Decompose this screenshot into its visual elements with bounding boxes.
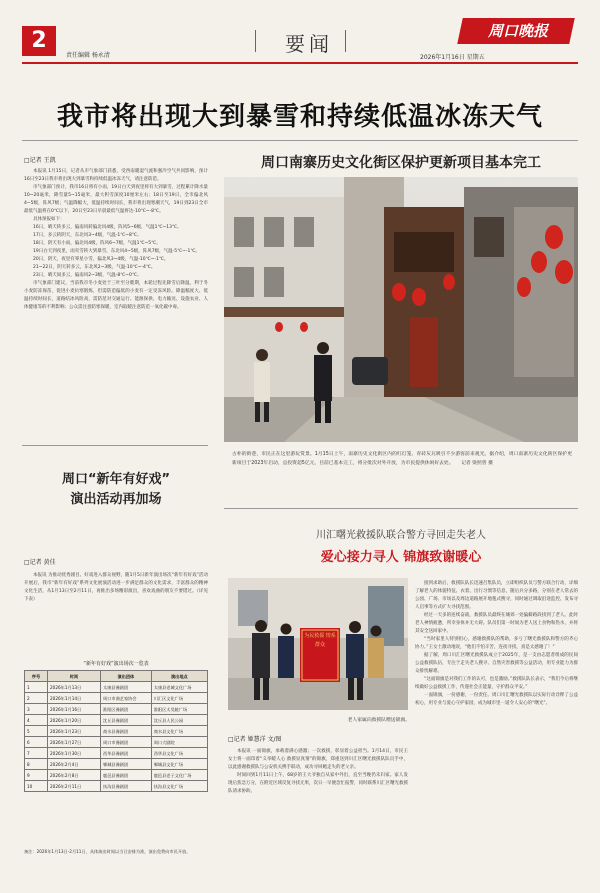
table-cell: 10 [25, 781, 48, 792]
show-headline [24, 470, 208, 510]
table-cell: 淮阳区豫剧团 [101, 704, 152, 715]
street-caption [232, 450, 572, 468]
paragraph: 一面锦旗，一份感谢，一份责任。周口川汇曙光救援队以实际行动诠释了公益初心，用专业与爱心守护家园，成为城市里一道令人安心的“曙光”。 [415, 693, 578, 706]
table-cell: 川汇区文化广场 [151, 693, 207, 704]
paragraph: 20日，阴天，夜里有零星小雪，偏北风3~4级，气温-10℃~-1℃。 [33, 257, 169, 262]
rescue-photo-caption: 老人家属向救援队赠送锦旗。 [347, 718, 410, 723]
table-cell: 4 [25, 715, 48, 726]
street-photo [224, 177, 578, 442]
table-cell: 扶沟县豫剧团 [101, 781, 152, 792]
rescue-headline: 爱心接力寻人 锦旗致谢暖心 [320, 550, 482, 565]
paragraph: “当时家里人特别担心，感谢救援队的帮助，多亏了曙光救援队和警方的齐心协力。”王女士激动地说，“他们不怕辛苦，连夜寻找，真是太感谢了！” [415, 637, 578, 650]
table-cell: 西华县文化广场 [151, 748, 207, 759]
table-cell: 2026年1月30日 [48, 748, 101, 759]
table-cell: 鹿邑县老子文化广场 [151, 770, 207, 781]
table-cell: 1 [25, 682, 48, 693]
table-cell: 太康县豫剧团 [101, 682, 152, 693]
table-cell: 西华县豫剧团 [101, 748, 152, 759]
paragraph: 时间回到1月11日上午，68岁的王大爷独自从家中外出，直至当晚仍未归家。家人发现后焦急万分，在附近区域反复寻找无果，次日一早便急忙报警，同时联系川汇区曙光救援队请求协助。 [228, 773, 408, 794]
table-cell: 2026年1月20日 [48, 715, 101, 726]
paragraph: 本报讯 1月15日，记者从市气象部门获悉，受西南暖湿气流和强冷空气共同影响，预计16日至23日我市将出现大到暴雪和持续低温冰冻天气，请注意防范。 [24, 169, 208, 182]
table-cell: 2 [25, 693, 48, 704]
table-cell: 商水县文化广场 [151, 726, 207, 737]
header-rule [22, 62, 578, 64]
show-headline-line2: 演出活动再加场 [70, 492, 162, 507]
paragraph: 据了解，周口川汇区曙光救援队成立于2025年，是一支由志愿者组成的民间公益救援队伍，专注于走失老人搜寻、自然灾害救援等公益活动，用专业能力为群众排忧解难。 [415, 653, 578, 674]
paragraph: 21~22日，阴天转多云，东北风2~3级，气温-10℃~-4℃。 [33, 265, 156, 270]
page-number: 2 [22, 26, 56, 56]
table-row [25, 759, 208, 770]
table-cell: 郸城县豫剧团 [101, 759, 152, 770]
table-cell: 商水县豫剧团 [101, 726, 152, 737]
table-cell: 7 [25, 748, 48, 759]
table-cell: 2026年2月4日 [48, 759, 101, 770]
table-cell: 沈丘县人民公园 [151, 715, 207, 726]
table-cell: 2026年2月8日 [48, 770, 101, 781]
paragraph: 23日，晴天间多云，偏南风2~3级，气温-8℃~0℃。 [33, 273, 142, 278]
table-cell: 扶沟县文化广场 [151, 781, 207, 792]
table-cell: 2026年1月27日 [48, 737, 101, 748]
section-divider-left [255, 30, 256, 52]
paragraph: 接到求助后，救援队队长迅速召集队员，立即组织队员与警方联合行动，详细了解老人的体貌特征、衣着、出行习惯等信息，随后兵分多路，分别在老人常去的公园、广场、市场以及周边道路展开地毯式搜寻，同时通过调取沿途监控、发布寻人启事等方式扩大寻找范围。 [415, 581, 578, 610]
table-cell: 9 [25, 770, 48, 781]
table-row [25, 781, 208, 792]
table-header: 演出团体 [101, 671, 152, 682]
section-label: 要闻 [285, 32, 333, 56]
table-cell: 8 [25, 759, 48, 770]
paragraph: 18日，阴天有小雨，偏北风4级，阵风6~7级，气温1℃~5℃。 [33, 241, 161, 246]
paper-logo: 周口晚报 [487, 22, 548, 40]
table-header: 序号 [25, 671, 48, 682]
lead-body [24, 168, 208, 432]
show-byline: □记者 黄佳 [24, 559, 56, 566]
rescue-kicker: 川汇曙光救援队联合警方寻回走失老人 [316, 530, 486, 541]
rescue-photo [228, 578, 408, 710]
issue-date: 2026年1月16日 星期五 [420, 54, 485, 61]
paragraph: 市气象部门预计，我市16日将有小雨，19日白天到夜里将有大到暴雪，过程累计降水量10~20毫米，降雪量5~15毫米，最大积雪深度10厘米左右；18日至19日，全市偏北风4~5级，阵风7级；气温降幅大，低温持续时间长，我市将出现寒潮天气，19日到23日全市最低气温将在0℃以下，20日至23日早晨最低气温将达-10℃~-8℃。 [24, 185, 208, 214]
lead-headline: 我市将出现大到暴雪和持续低温冰冻天气 [56, 102, 543, 132]
editor-credit: 责任编辑 杨永清 [66, 52, 110, 59]
section-rule [224, 508, 578, 509]
table-cell: 2026年2月11日 [48, 781, 101, 792]
table-row [25, 715, 208, 726]
table-row [25, 737, 208, 748]
table-cell: 2026年1月16日 [48, 704, 101, 715]
table-row [25, 682, 208, 693]
table-cell: 周口市曲艺家协会 [101, 693, 152, 704]
table-cell: 2026年1月13日 [48, 682, 101, 693]
show-table-title: “新年有好戏”演出场次一览表 [83, 661, 149, 667]
table-cell: 周口大剧院 [151, 737, 207, 748]
headline-rule [22, 140, 578, 141]
section-divider-right [345, 30, 346, 52]
paragraph: 具体预报如下： [33, 217, 65, 222]
table-cell: 3 [25, 704, 48, 715]
table-row [25, 726, 208, 737]
table-cell: 鹿邑县豫剧团 [101, 770, 152, 781]
table-header: 时间 [48, 671, 101, 682]
table-cell: 2026年1月23日 [48, 726, 101, 737]
table-cell: 5 [25, 726, 48, 737]
street-headline: 周口南寨历史文化街区保护更新项目基本完工 [261, 155, 541, 171]
paragraph: 16日，晴天转多云，偏南风转偏北风4级，阵风5~6级，气温1℃~13℃。 [33, 225, 182, 230]
table-cell: 2026年1月14日 [48, 693, 101, 704]
table-cell: 周口市豫剧团 [101, 737, 152, 748]
table-row [25, 704, 208, 715]
paragraph: 本报讯 一面锦旗，承载着满心感激；一次救援，彰显着公益担当。1月14日，市民王女士将一面印着“义举暖人心 救援显真情”的锦旗，郑重送到川汇区曙光救援队队员手中，以此感谢救援队与公安机关携手联动，成功寻回她走失的老父亲。 [228, 749, 408, 770]
paragraph: 本报讯 为推动优秀剧目、好戏进入群众视野，随1月5日新年演出场次“新年有好戏”活动开展后，我市“新年有好戏”系列文化展演活动进一步满足群众的文化需求，丰富群众的精神文化生活，从1月13日至2月11日，再推出多场精彩演出，喜欢戏曲的朋友不要错过。（详见下表） [24, 573, 208, 602]
street-photo-illustration [224, 177, 578, 442]
table-cell: 沈丘县豫剧团 [101, 715, 152, 726]
table-row [25, 693, 208, 704]
table-cell: 郸城县文化广场 [151, 759, 207, 770]
show-headline-line1: 周口“新年有好戏” [61, 472, 171, 487]
table-row [25, 748, 208, 759]
column-rule [22, 445, 208, 446]
paragraph: 经过一天多的连续奋战，救援队员最终在城郊一处偏僻路段找到了老人。此时老人神情疲惫，所幸身体并无大碍。队员们第一时间为老人送上食物和热水，并将其安全送回家中。 [415, 613, 578, 634]
rescue-body-left [228, 748, 408, 888]
show-schedule-table [24, 670, 208, 792]
photo-credit: 记者 梁照曾 摄 [461, 461, 493, 466]
banner-text: 为民救援 情系群众 [304, 633, 336, 648]
table-cell: 淮阳区太昊陵广场 [151, 704, 207, 715]
caption-text: 古朴的街巷，市民正在这里游玩赏景。1月15日上午，南寨历史文化街区内的红灯笼、青砖灰瓦吸引不少游客前来观光。据介绍，周口南寨历史文化街区保护更新项目于2023年启动，总投资超5亿元，目前已基本完工，将分批次对外开放，为市民提供休闲好去处。 [232, 452, 572, 466]
table-header: 演出地点 [151, 671, 207, 682]
paragraph: 19日白天到夜里，雨夹雪转大到暴雪，东北风4~5级，阵风7级，气温-5℃~-1℃。 [33, 249, 200, 254]
table-row [25, 770, 208, 781]
paragraph: “这面锦旗是对我们工作的认可，也是激励。”救援队队长表示，“我们今后将继续做好公益救援工作，传递社会正能量，守护群众平安。” [415, 677, 578, 690]
table-header-row [25, 671, 208, 682]
paragraph: 市气象部门建议，当前我市冬小麦处于三叶至分蘖期，本轮过程先降雪后降温，利于冬小麦防冻保苗，促进小麦抗寒锻炼，但需防范偏低的小麦有一定受冻风险。降温幅度大、低温持续时间长，道路结冰风险高，需防范对交通运行、能源保供、电力输送、设施农业、人体健康等的不利影响；公众需注意防寒保暖，室内取暖注意防范一氧化碳中毒。 [24, 281, 208, 310]
show-body [24, 572, 208, 642]
lead-byline: □记者 王凯 [24, 157, 56, 164]
show-table-note: 备注：2026年1月13日-2月11日，具体演出时间以当日安排为准，演出免费向市民开放。 [24, 849, 191, 854]
rescue-body-right [415, 580, 578, 888]
rescue-byline: □记者 姬慧洋 文/图 [228, 736, 282, 743]
table-cell: 6 [25, 737, 48, 748]
table-cell: 太康县老城文化广场 [151, 682, 207, 693]
paragraph: 17日，多云转阴天，东北风3~4级，气温-1℃~8℃。 [33, 233, 142, 238]
